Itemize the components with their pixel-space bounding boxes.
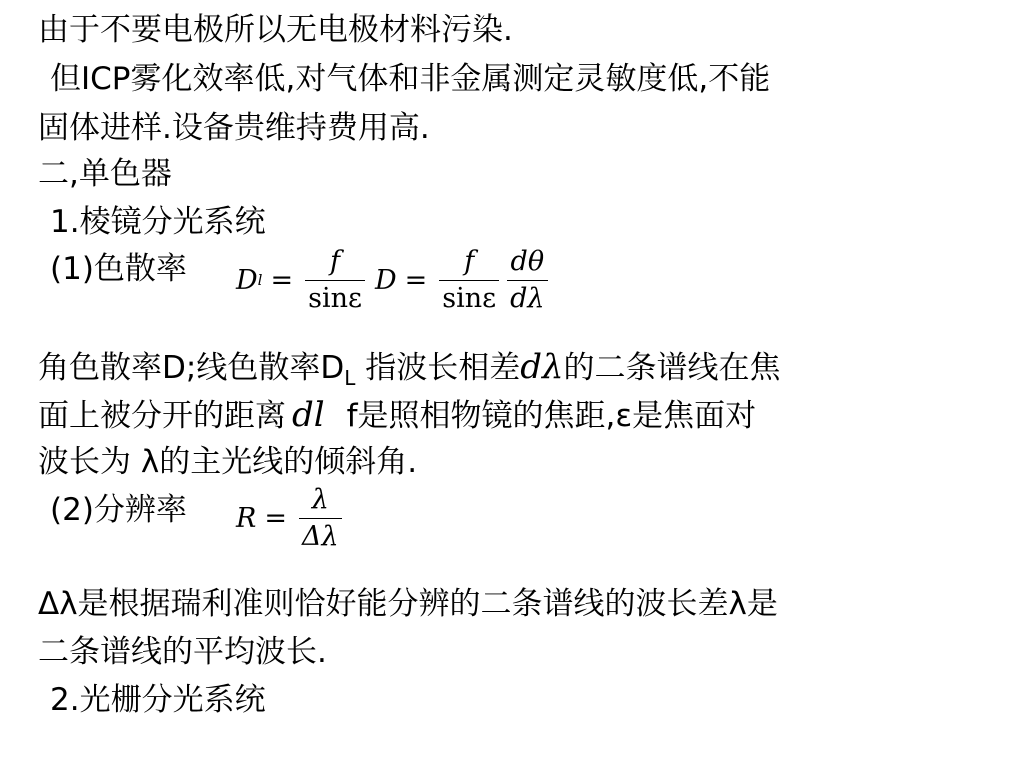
fraction-denominator: sinε xyxy=(442,283,497,315)
fraction-f-over-sin xyxy=(305,246,365,314)
fraction-denominator: Δλ xyxy=(301,521,339,553)
fraction-numerator: f xyxy=(464,246,475,277)
text-line-9: 波长为 λ的主光线的倾斜角. xyxy=(38,444,418,480)
equals-sign: = xyxy=(270,264,294,296)
text-line-12: 二条谱线的平均波长. xyxy=(38,634,327,670)
fraction-numerator: λ xyxy=(311,484,329,515)
text-line-7-part-c: 的二条谱线在焦 xyxy=(563,350,781,386)
formula-lhs: R xyxy=(236,502,257,534)
fraction-f-over-sin-2 xyxy=(439,246,499,314)
equals-sign: = xyxy=(264,502,287,534)
text-line-8 xyxy=(38,396,756,435)
text-line-8-part-b: f是照相物镜的焦距,ε是焦面对 xyxy=(346,398,757,434)
formula-d: D xyxy=(374,264,397,296)
text-line-7-part-b: 指波长相差 xyxy=(365,350,521,386)
item-heading-resolution: (2)分辨率 xyxy=(50,492,187,528)
text-line-7 xyxy=(38,348,781,397)
text-line-2: 但ICP雾化效率低,对气体和非金属测定灵敏度低,不能 xyxy=(50,61,771,97)
section-heading-monochromator: 二,单色器 xyxy=(38,156,172,192)
fraction-bar xyxy=(439,280,499,281)
text-line-8-part-a: 面上被分开的距离 xyxy=(38,398,286,434)
fraction-numerator: f xyxy=(330,246,341,277)
resolution-formula xyxy=(236,484,346,552)
fraction-denominator: sinε xyxy=(308,283,362,315)
fraction-numerator: dθ xyxy=(510,246,545,277)
text-line-7-part-a: 角色散率D;线色散率D xyxy=(38,350,345,386)
fraction-bar xyxy=(507,280,547,281)
text-line-3: 固体进样.设备贵维持费用高. xyxy=(38,110,430,146)
text-line-11: Δλ是根据瑞利准则恰好能分辨的二条谱线的波长差λ是 xyxy=(38,586,778,622)
item-heading-dispersion: (1)色散率 xyxy=(50,251,187,287)
formula-lhs-subscript: l xyxy=(257,271,263,290)
math-dlambda: dλ xyxy=(520,347,564,387)
text-line-1: 由于不要电极所以无电极材料污染. xyxy=(38,12,513,48)
fraction-bar xyxy=(299,518,342,519)
subsection-heading-grating: 2.光栅分光系统 xyxy=(50,682,266,718)
formula-lhs: D xyxy=(236,264,258,296)
subsection-heading-prism: 1.棱镜分光系统 xyxy=(50,204,266,240)
fraction-bar xyxy=(305,280,365,281)
fraction-dtheta-over-dlambda xyxy=(507,246,547,314)
equals-sign-2: = xyxy=(404,264,428,296)
math-dl: dl xyxy=(292,395,325,435)
fraction-lambda-over-delta xyxy=(299,484,342,552)
fraction-denominator: dλ xyxy=(510,283,545,315)
subscript-L: L xyxy=(344,366,356,390)
dispersion-formula xyxy=(236,246,552,314)
